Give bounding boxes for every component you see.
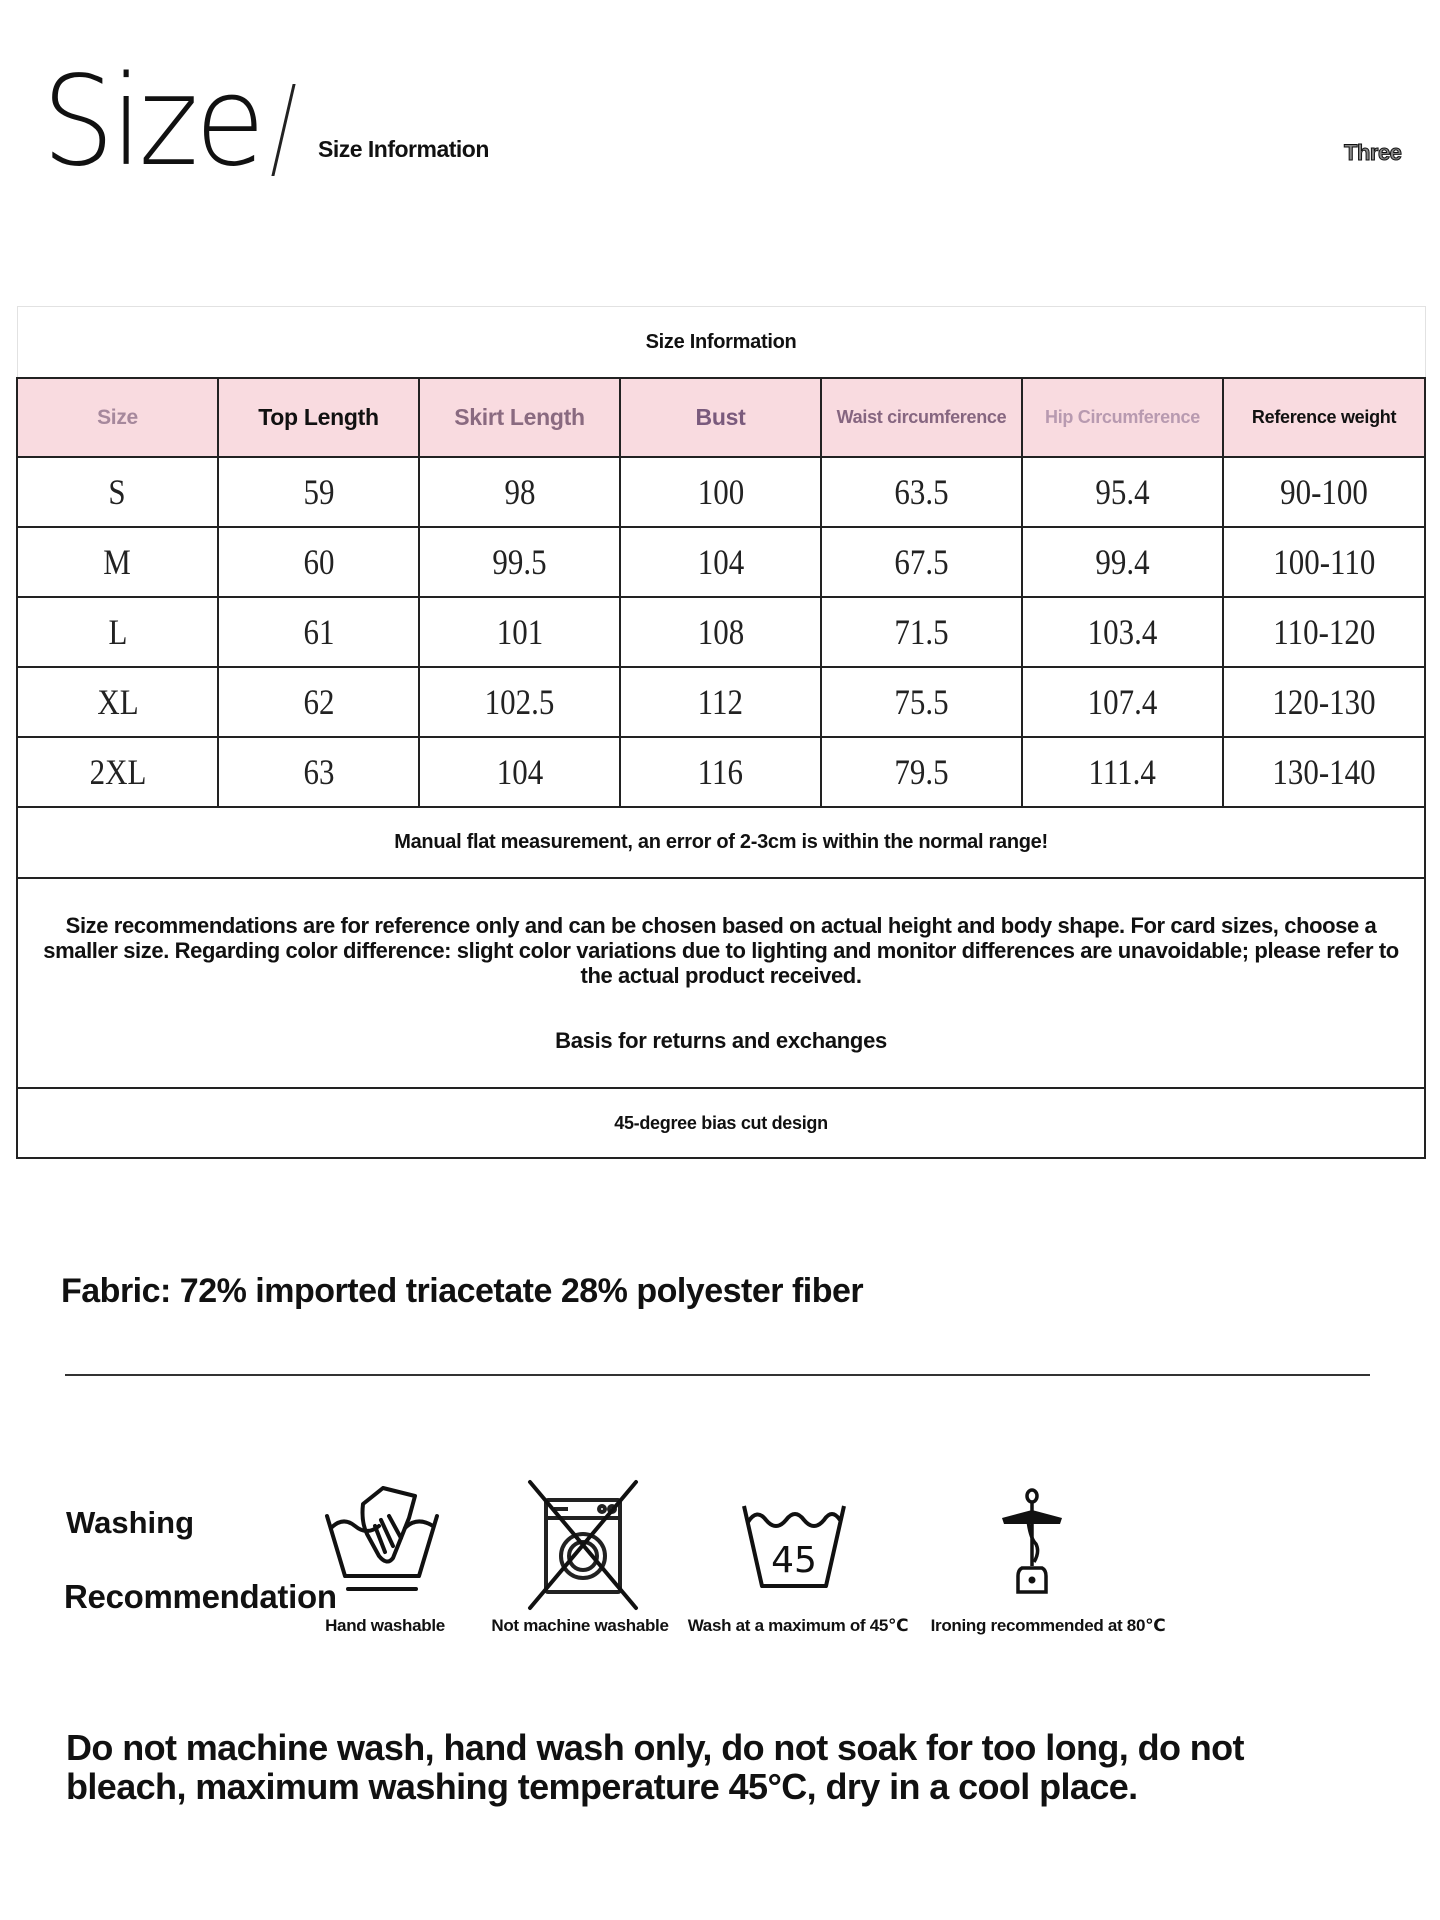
table-cell-value: 102.5 [484,682,555,722]
page-badge: Three [1344,140,1402,165]
table-cell-value: 120-130 [1272,682,1376,722]
table-title: Size Information [17,307,1425,379]
table-cell-value: 71.5 [894,612,949,652]
table-cell-value: 107.4 [1087,682,1158,722]
no-machine-wash-icon [524,1478,642,1612]
washing-title-line2: Recommendation [64,1578,337,1615]
table-cell-value: 62 [303,682,334,722]
no-machine-wash-label: Not machine washable [491,1616,669,1635]
column-header: Size [17,378,218,457]
table-cell-value: 95.4 [1095,472,1150,512]
table-cell-value: 60 [303,542,334,582]
table-row [17,737,1425,807]
table-cell [821,597,1022,667]
logo-slash-divider [271,84,295,176]
table-cell [17,457,218,527]
table-cell [1223,667,1425,737]
recommendation-cell [17,878,1425,1088]
table-cell-value: 104 [697,542,744,582]
column-header: Waist circumference [821,378,1022,457]
table-cell-value: 59 [303,472,334,512]
table-cell-value: 100-110 [1273,542,1376,582]
table-cell [620,457,821,527]
table-cell-value: 99.4 [1095,542,1150,582]
table-cell-value: 63 [303,752,334,792]
column-header: Bust [620,378,821,457]
steam-iron-label: Ironing recommended at 80℃ [930,1616,1166,1635]
wash-temp-text: 45 [771,1540,817,1581]
table-cell [821,737,1022,807]
table-cell-value: 99.5 [492,542,547,582]
hand-wash-label: Hand washable [325,1616,445,1635]
washing-title-line1: Washing [66,1505,195,1540]
table-cell [1022,527,1223,597]
table-cell [1022,667,1223,737]
wash-45-icon [740,1502,848,1590]
recommendation-note: Size recommendations are for reference only and can be chosen based on actual height and body shape. For card sizes, choose a smaller size. Regarding color difference: slight color variations due to lighting and monitor differences are unavoidable; please refer to the actual product received. [43,912,1399,988]
steam-iron-icon [1000,1488,1064,1596]
table-cell-value: 116 [697,752,744,792]
table-cell-value: 111.4 [1088,752,1157,792]
size-table [16,306,1424,1159]
table-cell [1223,457,1425,527]
table-cell [1223,527,1425,597]
section-divider [65,1374,1370,1376]
fabric-composition: Fabric: 72% imported triacetate 28% polyester fiber [61,1272,864,1310]
table-row [17,457,1425,527]
table-cell-value: M [103,542,132,582]
table-cell-value: 90-100 [1280,472,1368,512]
table-cell [821,667,1022,737]
table-cell [1223,597,1425,667]
table-cell [620,597,821,667]
column-header: Hip Circumference [1022,378,1223,457]
table-cell [821,527,1022,597]
table-cell-value: 75.5 [894,682,949,722]
table-cell [17,527,218,597]
column-header: Skirt Length [419,378,620,457]
table-cell-value: 63.5 [894,472,949,512]
table-row [17,527,1425,597]
column-header: Reference weight [1223,378,1425,457]
table-cell [17,667,218,737]
table-cell [1022,597,1223,667]
table-row [17,597,1425,667]
table-cell-value: 100 [697,472,744,512]
table-cell-value: 130-140 [1272,752,1376,792]
table-cell-value: S [108,472,127,512]
table-cell-value: 104 [496,752,543,792]
table-cell [620,737,821,807]
table-cell [620,667,821,737]
table-cell [218,737,419,807]
care-instructions: Do not machine wash, hand wash only, do not soak for too long, do not bleach, maximum washing temperature 45°C, dry in a cool place. [66,1727,1244,1807]
table-cell [17,597,218,667]
table-cell-value: 61 [303,612,334,652]
table-cell [218,527,419,597]
table-cell-value: 98 [504,472,535,512]
table-cell [419,737,620,807]
table-cell-value: 110-120 [1273,612,1376,652]
table-cell [419,667,620,737]
table-cell-value: 79.5 [894,752,949,792]
table-row [17,667,1425,737]
table-cell-value: 112 [697,682,744,722]
table-cell [1223,737,1425,807]
table-cell [821,457,1022,527]
design-note: 45-degree bias cut design [17,1088,1425,1158]
page-subtitle: Size Information [318,136,489,162]
table-cell [1022,457,1223,527]
wash-45-label: Wash at a maximum of 45℃ [687,1616,909,1635]
size-logo-text: Size [42,50,262,194]
table-cell-value: 108 [697,612,744,652]
table-header-row [17,378,1425,457]
measurement-note: Manual flat measurement, an error of 2-3cm is within the normal range! [17,807,1425,878]
table-cell-value: 103.4 [1087,612,1158,652]
table-cell [419,457,620,527]
table-cell [17,737,218,807]
table-cell-value: 67.5 [894,542,949,582]
table-cell-value: L [108,612,127,652]
table-cell-value: XL [96,682,139,722]
table-cell [218,457,419,527]
returns-note: Basis for returns and exchanges [555,1027,887,1053]
table-cell [218,667,419,737]
hand-wash-icon [323,1486,441,1596]
table-cell [419,597,620,667]
table-cell [218,597,419,667]
table-cell [419,527,620,597]
table-cell [620,527,821,597]
table-cell [1022,737,1223,807]
column-header: Top Length [218,378,419,457]
table-cell-value: 101 [496,612,543,652]
table-cell-value: 2XL [89,752,146,792]
